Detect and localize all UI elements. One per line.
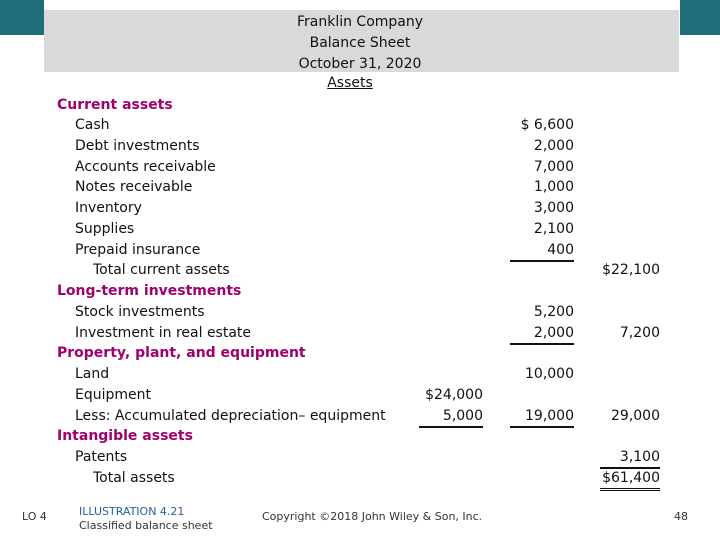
row-label: Total current assets [93, 262, 230, 278]
row-label: Stock investments [75, 304, 205, 320]
illustration-number: ILLUSTRATION 4.21 [79, 505, 185, 518]
section-label: Current assets [57, 97, 173, 113]
row-total-current-assets [0, 260, 720, 280]
row-equipment [0, 385, 720, 405]
amount: 400 [510, 240, 574, 262]
row-debt-investments [0, 136, 720, 156]
learning-objective: LO 4 [22, 510, 47, 523]
company-name: Franklin Company [296, 14, 424, 30]
amount-total: 3,100 [600, 447, 660, 469]
amount-total: 7,200 [619, 325, 660, 341]
row-label: Land [75, 366, 110, 382]
row-label: Notes receivable [75, 179, 193, 195]
right-accent-stripe [680, 0, 720, 35]
row-total-assets [0, 468, 720, 488]
row-label: Debt investments [75, 138, 200, 154]
amount: $22,100 [602, 262, 660, 278]
left-accent-stripe [0, 0, 44, 35]
row-inventory [0, 198, 720, 218]
row-prepaid-insurance [0, 240, 720, 260]
amount: 5,200 [533, 304, 574, 320]
row-accumulated-depreciation [0, 406, 720, 426]
row-label: Accounts receivable [75, 159, 216, 175]
row-label: Investment in real estate [75, 325, 252, 341]
row-label: Patents [75, 449, 128, 465]
row-label: Supplies [75, 221, 135, 237]
section-label: Intangible assets [57, 428, 193, 444]
row-accounts-receivable [0, 157, 720, 177]
row-label: Cash [75, 117, 110, 133]
section-intangible-assets [0, 426, 720, 446]
section-current-assets [0, 95, 720, 115]
assets-heading: Assets [327, 75, 373, 91]
section-ppe [0, 343, 720, 363]
row-notes-receivable [0, 177, 720, 197]
amount: 10,000 [525, 366, 574, 382]
amount: 3,000 [533, 200, 574, 216]
amount: 2,000 [510, 323, 574, 345]
row-label: Prepaid insurance [75, 242, 201, 258]
amount: 1,000 [533, 179, 574, 195]
copyright: Copyright ©2018 John Wiley & Son, Inc. [262, 510, 483, 523]
row-supplies [0, 219, 720, 239]
statement-title: Balance Sheet [309, 35, 411, 51]
page-number: 48 [674, 510, 688, 523]
section-label: Long-term investments [57, 283, 242, 299]
row-patents [0, 447, 720, 467]
section-long-term-investments [0, 281, 720, 301]
row-stock-investments [0, 302, 720, 322]
amount: 2,000 [533, 138, 574, 154]
amount-detail: $24,000 [425, 387, 483, 403]
statement-date: October 31, 2020 [298, 56, 422, 72]
amount: 19,000 [510, 406, 574, 428]
row-cash [0, 115, 720, 135]
amount-total: 29,000 [611, 408, 660, 424]
row-label: Less: Accumulated depreciation– equipment [75, 408, 386, 424]
row-label: Equipment [75, 387, 151, 403]
row-investment-real-estate [0, 323, 720, 343]
row-land [0, 364, 720, 384]
amount: $ 6,600 [520, 117, 574, 133]
amount-total: $61,400 [600, 468, 660, 491]
section-label: Property, plant, and equipment [57, 345, 306, 361]
amount: 7,000 [533, 159, 574, 175]
row-label: Inventory [75, 200, 142, 216]
amount: 2,100 [533, 221, 574, 237]
illustration-caption: Classified balance sheet [79, 519, 213, 532]
row-label: Total assets [93, 470, 175, 486]
amount-detail: 5,000 [419, 406, 483, 428]
